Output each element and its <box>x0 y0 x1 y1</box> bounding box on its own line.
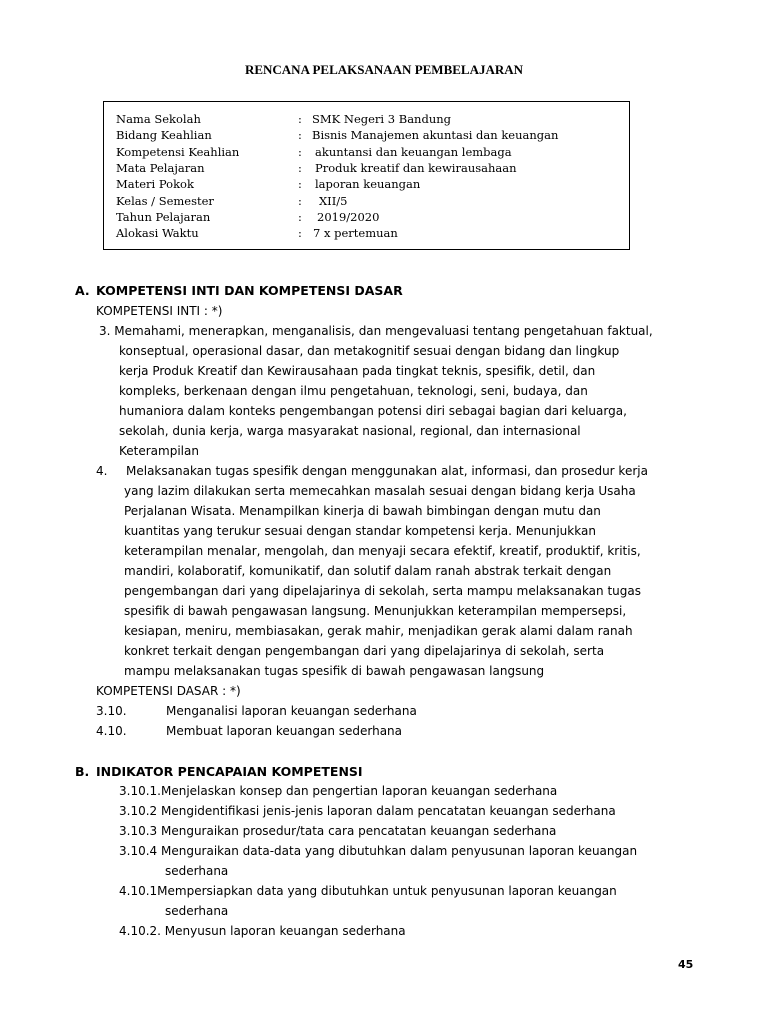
kd-number: 3.10. <box>96 704 127 718</box>
indicator-item-continuation: sederhana <box>165 904 229 918</box>
ki4-line: yang lazim dilakukan serta memecahkan masalah sesuai dengan bidang kerja Usaha <box>124 484 636 498</box>
identity-separator: : <box>298 161 302 175</box>
ki3-line: 3. Memahami, menerapkan, menganalisis, dan mengevaluasi tentang pengetahuan faktual, <box>99 324 653 338</box>
section-b-heading: INDIKATOR PENCAPAIAN KOMPETENSI <box>96 764 363 779</box>
section-a-letter: A. <box>75 283 90 298</box>
indicator-item: 4.10.2. Menyusun laporan keuangan sederhana <box>119 924 406 938</box>
identity-separator: : <box>298 145 302 159</box>
identity-value: SMK Negeri 3 Bandung <box>312 112 451 126</box>
identity-separator: : <box>298 112 302 126</box>
identity-value: 7 x pertemuan <box>313 226 398 240</box>
ki4-line: kuantitas yang terukur sesuai dengan standar kompetensi kerja. Menunjukkan <box>124 524 596 538</box>
identity-separator: : <box>298 226 302 240</box>
ki4-line: kesiapan, meniru, membiasakan, gerak mahir, menjadikan gerak alami dalam ranah <box>124 624 633 638</box>
kompetensi-inti-label: KOMPETENSI INTI : *) <box>96 304 223 318</box>
indicator-item: 3.10.3 Menguraikan prosedur/tata cara pencatatan keuangan sederhana <box>119 824 557 838</box>
indicator-item: 3.10.2 Mengidentifikasi jenis-jenis laporan dalam pencatatan keuangan sederhana <box>119 804 616 818</box>
identity-label: Nama Sekolah <box>116 112 201 126</box>
ki3-line: kerja Produk Kreatif dan Kewirausahaan pada tingkat teknis, spesifik, detil, dan <box>119 364 596 378</box>
page-number: 45 <box>678 958 694 971</box>
kd-number: 4.10. <box>96 724 127 738</box>
document-title: RENCANA PELAKSANAAN PEMBELAJARAN <box>244 62 524 77</box>
ki3-line: kompleks, berkenaan dengan ilmu pengetahuan, teknologi, seni, budaya, dan <box>119 384 588 398</box>
identity-separator: : <box>298 210 302 224</box>
ki4-line: pengembangan dari yang dipelajarinya di sekolah, serta mampu melaksanakan tugas <box>124 584 641 598</box>
section-b-letter: B. <box>75 764 90 779</box>
ki4-line: Perjalanan Wisata. Menampilkan kinerja di bawah bimbingan dengan mutu dan <box>124 504 601 518</box>
indicator-item: 3.10.4 Menguraikan data-data yang dibutuhkan dalam penyusunan laporan keuangan <box>119 844 638 858</box>
identity-label: Tahun Pelajaran <box>116 210 211 224</box>
ki3-line: humaniora dalam konteks pengembangan potensi diri sebagai bagian dari keluarga, <box>119 404 627 418</box>
ki4-line: spesifik di bawah pengawasan langsung. Menunjukkan keterampilan mempersepsi, <box>124 604 627 618</box>
indicator-item: 4.10.1Mempersiapkan data yang dibutuhkan untuk penyusunan laporan keuangan <box>119 884 617 898</box>
ki4-number: 4. <box>96 464 108 478</box>
identity-separator: : <box>298 128 302 142</box>
indicator-item: 3.10.1.Menjelaskan konsep dan pengertian laporan keuangan sederhana <box>119 784 558 798</box>
identity-value: laporan keuangan <box>315 177 421 191</box>
identity-value: Bisnis Manajemen akuntasi dan keuangan <box>312 128 559 142</box>
identity-separator: : <box>298 177 302 191</box>
identity-label: Kompetensi Keahlian <box>116 145 240 159</box>
kompetensi-dasar-label: KOMPETENSI DASAR : *) <box>96 684 241 698</box>
identity-value: 2019/2020 <box>317 210 380 224</box>
identity-label: Mata Pelajaran <box>116 161 205 175</box>
identity-value: Produk kreatif dan kewirausahaan <box>315 161 517 175</box>
indicator-item-continuation: sederhana <box>165 864 229 878</box>
identity-value: XII/5 <box>319 194 348 208</box>
ki4-line: keterampilan menalar, mengolah, dan menyaji secara efektif, kreatif, produktif, kritis, <box>124 544 641 558</box>
identity-label: Kelas / Semester <box>116 194 214 208</box>
identity-label: Materi Pokok <box>116 177 194 191</box>
ki3-line: konseptual, operasional dasar, dan metakognitif sesuai dengan bidang dan lingkup <box>119 344 620 358</box>
kd-text: Menganalisi laporan keuangan sederhana <box>166 704 417 718</box>
section-a-heading: KOMPETENSI INTI DAN KOMPETENSI DASAR <box>96 283 403 298</box>
identity-label: Alokasi Waktu <box>116 226 199 240</box>
identity-label: Bidang Keahlian <box>116 128 212 142</box>
ki3-line: Keterampilan <box>119 444 199 458</box>
ki4-line: konkret terkait dengan pengembangan dari yang dipelajarinya di sekolah, serta <box>124 644 605 658</box>
identity-value: akuntansi dan keuangan lembaga <box>315 145 512 159</box>
ki3-line: sekolah, dunia kerja, warga masyarakat nasional, regional, dan internasional <box>119 424 581 438</box>
ki4-line: Melaksanakan tugas spesifik dengan menggunakan alat, informasi, dan prosedur kerja <box>126 464 648 478</box>
kd-text: Membuat laporan keuangan sederhana <box>166 724 403 738</box>
identity-separator: : <box>298 194 302 208</box>
ki4-line: mandiri, kolaboratif, komunikatif, dan solutif dalam ranah abstrak terkait dengan <box>124 564 612 578</box>
ki4-line: mampu melaksanakan tugas spesifik di bawah pengawasan langsung <box>124 664 545 678</box>
